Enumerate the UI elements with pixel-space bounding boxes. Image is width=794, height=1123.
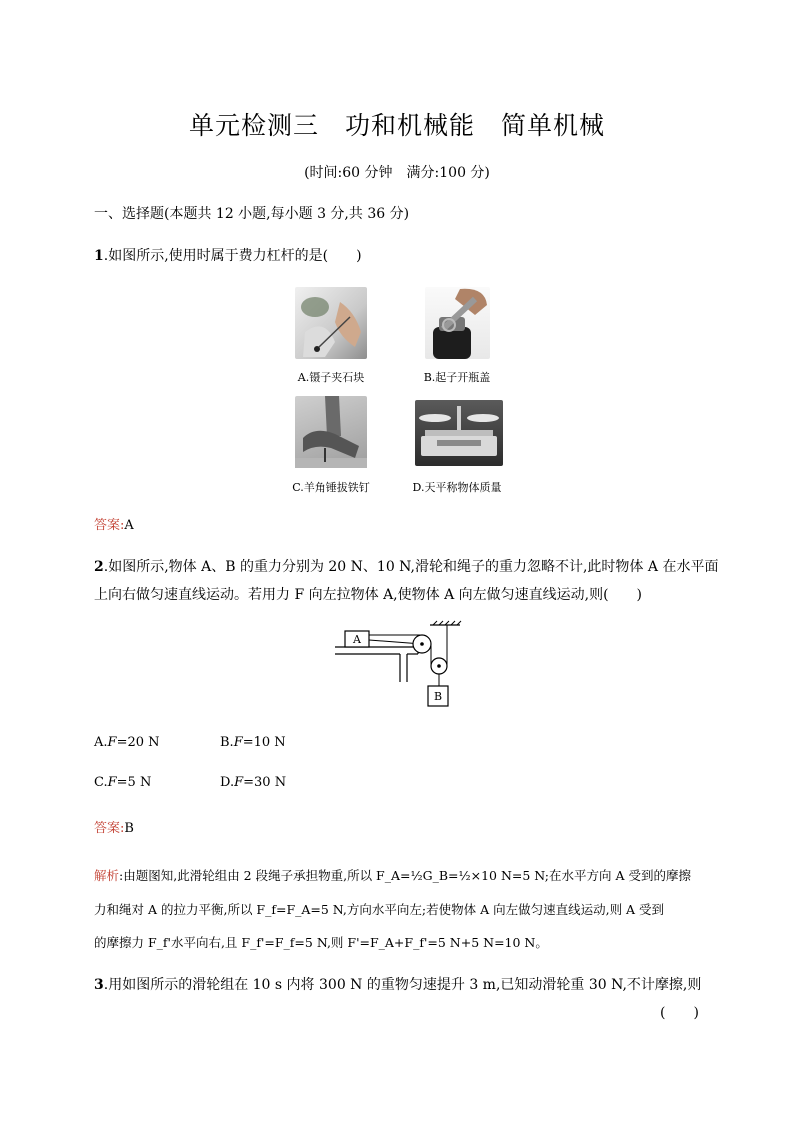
option-a: A.F=20 N xyxy=(94,735,160,750)
section-heading: 一、选择题(本题共 12 小题,每小题 3 分,共 36 分) xyxy=(94,206,410,222)
answer-value: B xyxy=(124,821,134,836)
tweezers-photo xyxy=(295,287,367,359)
tweezers-illustration xyxy=(295,287,367,359)
bottle-opener-illustration xyxy=(425,287,490,359)
page-title: 单元检测三 功和机械能 简单机械 xyxy=(188,111,605,140)
answer-label: 答案: xyxy=(94,821,125,836)
caption-b: B.起子开瓶盖 xyxy=(423,371,491,384)
pulley-diagram xyxy=(330,620,470,712)
question-number: 2 xyxy=(94,559,104,575)
claw-hammer-illustration xyxy=(295,396,367,468)
answer-value: A xyxy=(124,518,134,533)
exam-info: (时间:60 分钟 满分:100 分) xyxy=(304,165,490,181)
block-a-label: A xyxy=(353,633,361,646)
block-b-label: B xyxy=(433,690,443,703)
question-1 xyxy=(94,245,362,265)
explanation-line-3: 的摩擦力 F_f'水平向右,且 F_f'=F_f=5 N,则 F'=F_A+F_f'=5 N+5 N=10 N。 xyxy=(94,935,548,950)
answer-blank: ( ) xyxy=(660,1005,699,1021)
caption-a: A.镊子夹石块 xyxy=(297,371,365,384)
balance-scale-illustration xyxy=(415,400,503,466)
claw-hammer-photo xyxy=(295,396,367,468)
question-2-line-2: 上向右做匀速直线运动。若用力 F 向左拉物体 A,使物体 A 向左做匀速直线运动,则( ) xyxy=(94,587,643,603)
question-3 xyxy=(94,974,701,994)
balance-scale-photo xyxy=(415,400,503,466)
explanation-text: :由题图知,此滑轮组由 2 段绳子承担物重,所以 F_A=½G_B=½×10 N=5 N;在水平方向 A 受到的摩擦 xyxy=(119,868,691,883)
question-number: 1 xyxy=(94,248,104,264)
bottle-opener-photo xyxy=(425,287,490,359)
option-d: D.F=30 N xyxy=(220,775,287,790)
option-c: C.F=5 N xyxy=(94,775,152,790)
caption-c: C.羊角锤拔铁钉 xyxy=(292,481,370,494)
explanation-line-1 xyxy=(94,866,691,884)
option-b: B.F=10 N xyxy=(220,735,286,750)
explanation-label: 解析 xyxy=(94,868,120,883)
answer-1 xyxy=(94,514,134,533)
question-number: 3 xyxy=(94,977,104,993)
question-text: .如图所示,使用时属于费力杠杆的是( ) xyxy=(103,248,362,264)
question-2-line-1 xyxy=(94,556,718,576)
answer-2 xyxy=(94,817,134,836)
caption-d: D.天平称物体质量 xyxy=(412,481,502,494)
explanation-line-2: 力和绳对 A 的拉力平衡,所以 F_f=F_A=5 N,方向水平向左;若使物体 A 向左做匀速直线运动,则 A 受到 xyxy=(94,902,665,917)
answer-label: 答案: xyxy=(94,518,125,533)
question-text: .如图所示,物体 A、B 的重力分别为 20 N、10 N,滑轮和绳子的重力忽略不计,此时物体 A 在水平面 xyxy=(103,559,719,575)
question-text: .用如图所示的滑轮组在 10 s 内将 300 N 的重物匀速提升 3 m,已知动滑轮重 30 N,不计摩擦,则 xyxy=(103,977,702,993)
